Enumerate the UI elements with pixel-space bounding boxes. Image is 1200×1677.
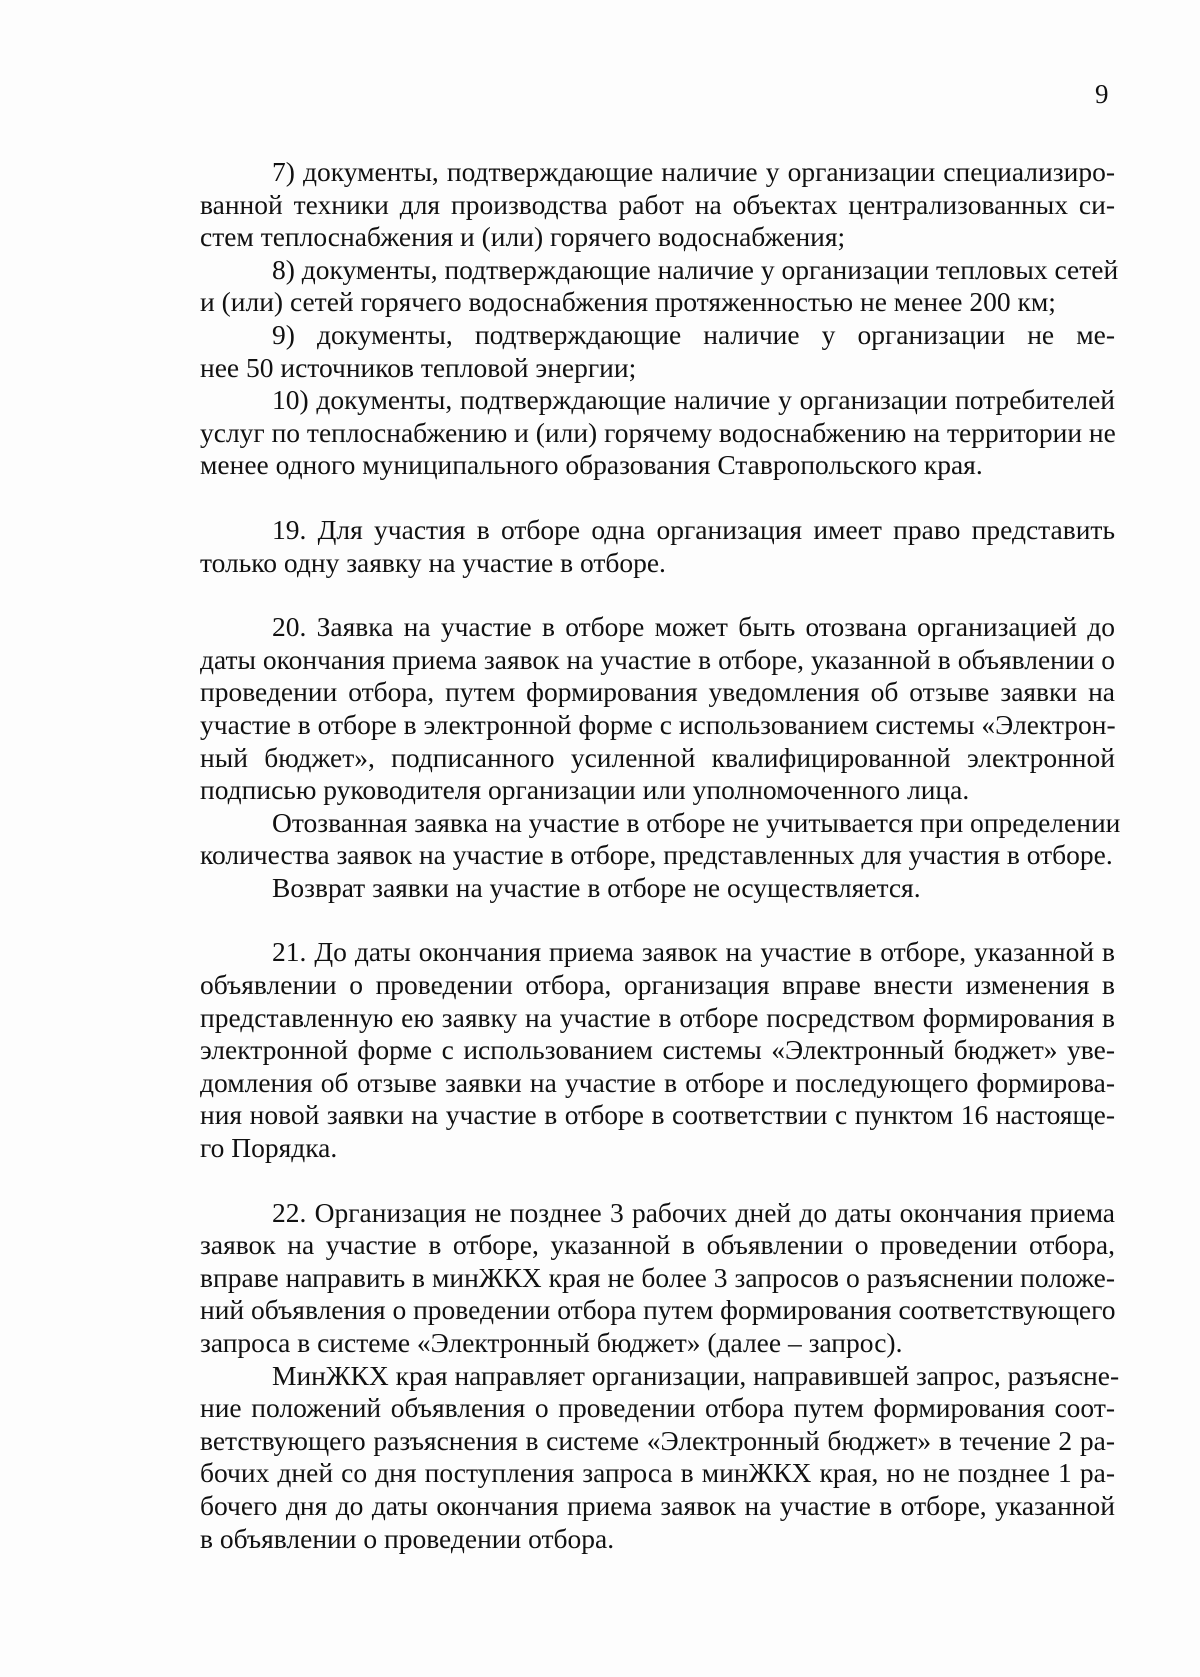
text-line: 21. До даты окончания приема заявок на участие в отборе, указанной в bbox=[272, 936, 1115, 968]
text-line: количества заявок на участие в отборе, представленных для участия в отборе. bbox=[200, 839, 1113, 871]
text-line: проведении отбора, путем формирования уведомления об отзыве заявки на bbox=[200, 676, 1115, 708]
text-line: ветствующего разъяснения в системе «Электронный бюджет» в течение 2 ра- bbox=[200, 1424, 1115, 1456]
text-line: объявлении о проведении отбора, организация вправе внести изменения в bbox=[200, 969, 1115, 1001]
text-line: даты окончания приема заявок на участие в отборе, указанной в объявлении о bbox=[200, 643, 1115, 675]
text-line: бочего дня до даты окончания приема заявок на участие в отборе, указанной bbox=[200, 1489, 1115, 1521]
text-line: подписью руководителя организации или уполномоченного лица. bbox=[200, 774, 970, 806]
text-line: 8) документы, подтверждающие наличие у организации тепловых сетей bbox=[272, 253, 1119, 285]
paragraph-gap bbox=[200, 579, 1115, 611]
text-line: участие в отборе в электронной форме с использованием системы «Электрон- bbox=[200, 708, 1116, 740]
paragraph-gap bbox=[200, 482, 1115, 514]
text-line: го Порядка. bbox=[200, 1132, 338, 1164]
text-line: ний объявления о проведении отбора путем формирования соответствующего bbox=[200, 1294, 1116, 1326]
text-line: ванной техники для производства работ на объектах централизованных си- bbox=[200, 188, 1115, 220]
text-line: стем теплоснабжения и (или) горячего водоснабжения; bbox=[200, 221, 846, 253]
text-line: услуг по теплоснабжению и (или) горячему водоснабжению на территории не bbox=[200, 416, 1116, 448]
text-line: бочих дней со дня поступления запроса в минЖКХ края, но не позднее 1 ра- bbox=[200, 1457, 1115, 1489]
paragraph-gap bbox=[200, 1165, 1115, 1197]
text-line: 19. Для участия в отборе одна организация имеет право представить bbox=[272, 513, 1115, 545]
text-line: домления об отзыве заявки на участие в отборе и последующего формирова- bbox=[200, 1066, 1115, 1098]
text-line: вправе направить в минЖКХ края не более 3 запросов о разъяснении положе- bbox=[200, 1261, 1115, 1293]
page-number: 9 bbox=[1095, 79, 1109, 109]
text-line: ние положений объявления о проведении отбора путем формирования соот- bbox=[200, 1392, 1115, 1424]
document-body bbox=[200, 156, 1121, 1555]
paragraph-gap bbox=[200, 904, 1115, 936]
text-line: МинЖКХ края направляет организации, направившей запрос, разъясне- bbox=[272, 1359, 1120, 1391]
text-line: электронной форме с использованием системы «Электронный бюджет» уве- bbox=[200, 1034, 1115, 1066]
text-line: менее одного муниципального образования Ставропольского края. bbox=[200, 449, 983, 481]
text-line: в объявлении о проведении отбора. bbox=[200, 1522, 615, 1554]
text-line: ния новой заявки на участие в отборе в соответствии с пунктом 16 настояще- bbox=[200, 1099, 1115, 1131]
text-line: запроса в системе «Электронный бюджет» (далее – запрос). bbox=[200, 1327, 903, 1358]
text-line: 10) документы, подтверждающие наличие у организации потребителей bbox=[272, 384, 1115, 416]
text-line: Отозванная заявка на участие в отборе не учитывается при определении bbox=[272, 806, 1121, 838]
text-line: нее 50 источников тепловой энергии; bbox=[200, 351, 637, 383]
text-line: ный бюджет», подписанного усиленной квалифицированной электронной bbox=[200, 741, 1115, 773]
text-line: 22. Организация не позднее 3 рабочих дней до даты окончания приема bbox=[272, 1196, 1115, 1228]
text-line: заявок на участие в отборе, указанной в объявлении о проведении отбора, bbox=[200, 1229, 1115, 1261]
text-line: представленную ею заявку на участие в отборе посредством формирования в bbox=[200, 1001, 1115, 1033]
text-line: только одну заявку на участие в отборе. bbox=[200, 546, 666, 578]
text-line: 20. Заявка на участие в отборе может быть отозвана организацией до bbox=[272, 611, 1115, 643]
text-line: 9) документы, подтверждающие наличие у организации не ме- bbox=[272, 318, 1115, 350]
text-line: и (или) сетей горячего водоснабжения протяженностью не менее 200 км; bbox=[200, 286, 1056, 318]
text-line: Возврат заявки на участие в отборе не осуществляется. bbox=[272, 871, 921, 903]
text-line: 7) документы, подтверждающие наличие у организации специализиро- bbox=[272, 156, 1115, 187]
